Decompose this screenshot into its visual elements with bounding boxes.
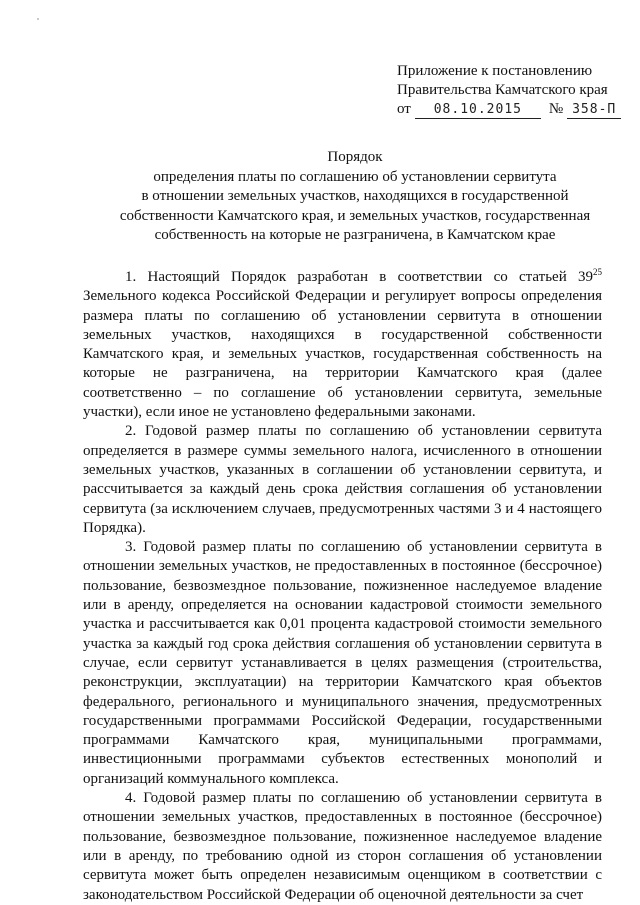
appendix-date-number-row — [397, 100, 621, 119]
paragraph-3: 3. Годовой размер платы по соглашению об установлении сервитута в отношении земельных участков, не предоставленных в постоянное (бессрочное) пользование, безвозмездное пользование, пожизненное наследуемое владение или в аренду, определяется на основании кадастровой стоимости земельного участка и рассчитывается как 0,01 процента кадастровой стоимости земельного участка за каждый год срока действия соглашения об установлении сервитута в случае, если сервитут устанавливается в целях размещения (строительства, реконструкции, эксплуатации) на территории Камчатского края объектов федерального, регионального и муниципального значения, предусмотренных государственными программами Российской Федерации, государственными программами Камчатского края, муниципальными программами, инвестиционными программами субъектов естественных монополий и организаций коммунального комплекса. — [83, 539, 602, 787]
handwritten-number: 358-П — [567, 102, 621, 119]
title-line-2: в отношении земельных участков, находящихся в государственной — [141, 188, 569, 204]
appendix-line-1: Приложение к постановлению — [397, 63, 593, 79]
title-line-3: собственности Камчатского края, и земельных участков, государственная — [119, 207, 591, 224]
scan-speck — [37, 18, 39, 20]
paragraph-1 — [83, 268, 602, 422]
appendix-line-2: Правительства Камчатского края — [397, 82, 608, 98]
title-line-4: собственность на которые не разграничена, в Камчатском крае — [154, 227, 556, 243]
article-superscript: 25 — [593, 267, 602, 277]
document-title — [110, 148, 600, 246]
number-label: № — [548, 101, 564, 117]
paragraph-1-rest: Земельного кодекса Российской Федерации и регулирует вопросы определения размера платы по соглашению об установлении сервитута в отношении земельных участков, находящихся в государственной собственности Камчатского края, и земельных участков, государственная собственность на которые не разграничена, на территории Камчатского края (далее соответственно – по соглашение об установлении сервитута, земельные участки), если иное не установлено федеральными законами. — [83, 288, 602, 421]
from-label: от — [397, 101, 411, 117]
paragraph-4: 4. Годовой размер платы по соглашению об установлении сервитута в отношении земельных участков, предоставленных в постоянное (бессрочное) пользование, безвозмездное пользование, пожизненное наследуемое владение или в аренду, по требованию одной из сторон соглашения об установлении сервитута может быть определен независимым оценщиком в соответствии с законодательством Российской Федерации об оценочной деятельности за счет — [83, 790, 602, 903]
document-body — [83, 268, 602, 905]
handwritten-date: 08.10.2015 — [415, 102, 541, 119]
appendix-header — [397, 62, 621, 119]
paragraph-2: 2. Годовой размер платы по соглашению об установлении сервитута определяется в размере суммы земельного налога, исчисленного в отношении земельных участков, указанных в соглашении об установлении сервитута, и рассчитывается за каждый день срока действия соглашения об установлении сервитута (за исключением случаев, предусмотренных частями 3 и 4 настоящего Порядка). — [83, 423, 602, 536]
paragraph-1-start: 1. Настоящий Порядок разработан в соответствии со статьей 39 — [125, 269, 593, 285]
title-heading: Порядок — [327, 149, 383, 165]
title-line-1: определения платы по соглашению об установлении сервитута — [153, 168, 557, 185]
